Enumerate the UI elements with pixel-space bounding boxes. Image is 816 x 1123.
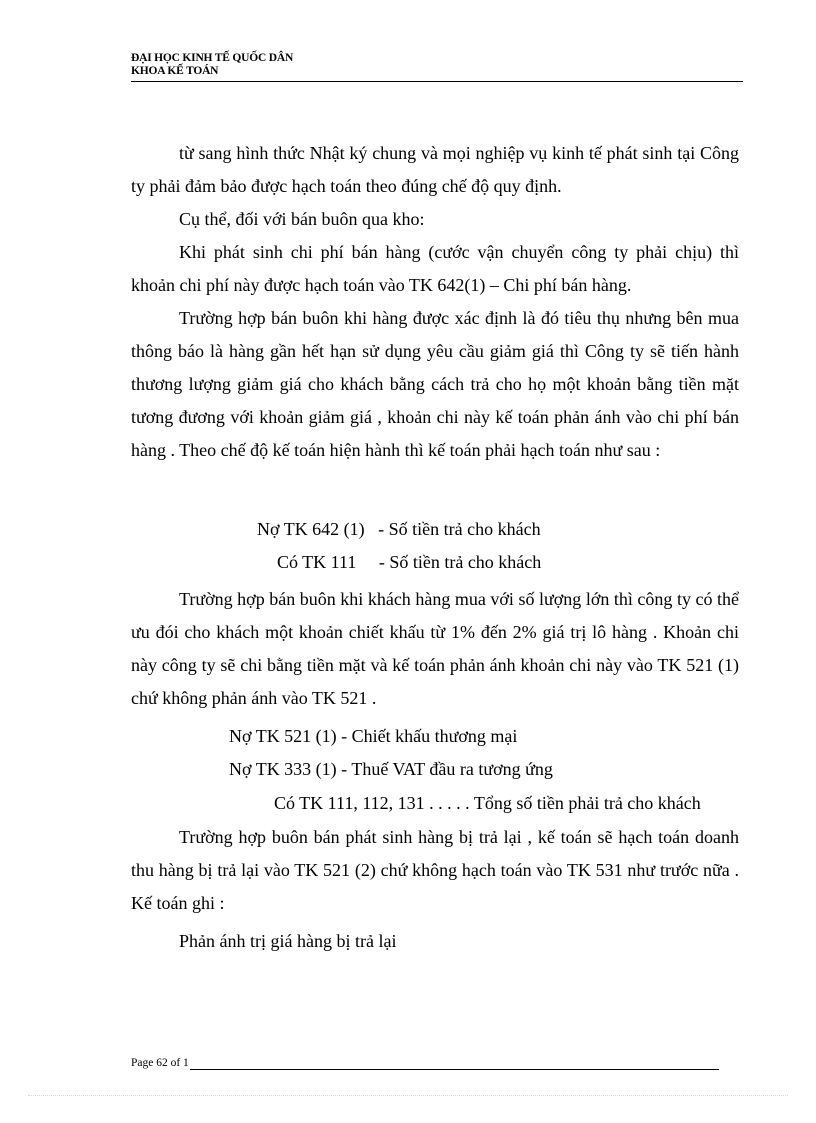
university-name: ĐẠI HỌC KINH TẾ QUỐC DÂN [131,52,294,64]
body-block-2 [131,583,739,715]
paragraph-5: Trường hợp bán buôn khi khách hàng mua với số lượng lớn thì công ty có thể ưu đói cho khách một khoản chiết khấu từ 1% đến 2% giá trị lô hàng . Khoản chi này công ty sẽ chi bằng tiền mặt và kế toán phản ánh khoản chi này vào TK 521 (1) chứ không phản ánh vào TK 521 . [131,589,739,708]
body-block-3 [131,821,739,958]
paragraph-1: từ sang hình thức Nhật ký chung và mọi nghiệp vụ kinh tế phát sinh tại Công ty phải đảm bảo được hạch toán theo đúng chế độ quy định. [131,143,739,196]
paragraph-4: Trường hợp bán buôn khi hàng được xác định là đó tiêu thụ nhưng bên mua thông báo là hàng gần hết hạn sử dụng yêu cầu giảm giá thì Công ty sẽ tiến hành thương lượng giảm giá cho khách bằng cách trả cho họ một khoản bằng tiền mặt tương đương với khoản giảm giá , khoản chi này kế toán phản ánh vào chi phí bán hàng . Theo chế độ kế toán hiện hành thì kế toán phải hạch toán như sau : [131,308,739,460]
journal-entry-debit-642: Nợ TK 642 (1) - Số tiền trả cho khách [257,519,541,539]
body-block-1 [131,137,739,467]
journal-entry-credit-111-112-131: Có TK 111, 112, 131 . . . . . Tổng số tiền phải trả cho khách [274,793,701,813]
page-edge-dotted-line [28,1095,788,1096]
paragraph-3: Khi phát sinh chi phí bán hàng (cước vận chuyển công ty phải chịu) thì khoản chi phí này được hạch toán vào TK 642(1) – Chi phí bán hàng. [131,242,739,295]
journal-entry-credit-111: Có TK 111 - Số tiền trả cho khách [277,552,542,572]
paragraph-7: Phản ánh trị giá hàng bị trả lại [179,931,397,951]
paragraph-2: Cụ thể, đối với bán buôn qua kho: [179,209,425,229]
page-number: Page 62 of 1 [131,1057,189,1069]
faculty-name: KHOA KẾ TOÁN [131,65,219,77]
journal-entry-debit-333: Nợ TK 333 (1) - Thuế VAT đầu ra tương ứng [229,759,553,779]
header-divider [131,81,743,82]
journal-entry-debit-521: Nợ TK 521 (1) - Chiết khấu thương mại [229,726,518,746]
paragraph-6: Trường hợp buôn bán phát sinh hàng bị trả lại , kế toán sẽ hạch toán doanh thu hàng bị trả lại vào TK 521 (2) chứ không hạch toán vào TK 531 như trước nữa . Kế toán ghi : [131,827,739,913]
document-header [131,52,743,78]
footer-divider [190,1069,719,1070]
